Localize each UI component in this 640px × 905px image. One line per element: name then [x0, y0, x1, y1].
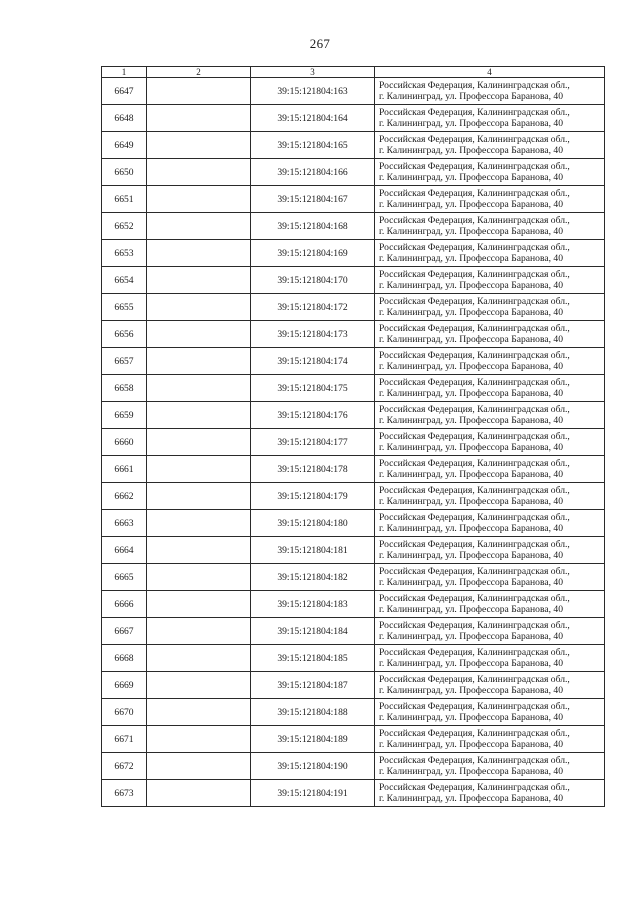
address-line-1: Российская Федерация, Калининградская обл., — [379, 404, 570, 415]
address-line-1: Российская Федерация, Калининградская обл., — [379, 215, 570, 226]
address-line-1: Российская Федерация, Калининградская обл., — [379, 674, 570, 685]
cadastral-number: 39:15:121804:187 — [251, 672, 375, 699]
row-number: 6673 — [102, 780, 147, 807]
cadastral-number: 39:15:121804:174 — [251, 348, 375, 375]
address-line-1: Российская Федерация, Калининградская обл., — [379, 620, 570, 631]
header-row — [102, 67, 605, 78]
cadastral-number: 39:15:121804:191 — [251, 780, 375, 807]
address-line-1: Российская Федерация, Калининградская обл., — [379, 755, 570, 766]
address-cell — [375, 753, 605, 780]
column-2-cell — [147, 429, 251, 456]
row-number: 6648 — [102, 105, 147, 132]
row-number: 6649 — [102, 132, 147, 159]
column-2-cell — [147, 348, 251, 375]
table-row — [102, 186, 605, 213]
address-cell — [375, 321, 605, 348]
row-number: 6671 — [102, 726, 147, 753]
row-number: 6669 — [102, 672, 147, 699]
address-line-2: г. Калининград, ул. Профессора Баранова, 40 — [379, 523, 564, 534]
column-header-1: 1 — [102, 67, 147, 78]
row-number: 6663 — [102, 510, 147, 537]
address-line-1: Российская Федерация, Калининградская обл., — [379, 323, 570, 334]
address-line-2: г. Калининград, ул. Профессора Баранова, 40 — [379, 118, 564, 129]
table-row — [102, 348, 605, 375]
address-line-1: Российская Федерация, Калининградская обл., — [379, 188, 570, 199]
address-line-2: г. Калининград, ул. Профессора Баранова, 40 — [379, 604, 564, 615]
address-line-2: г. Калининград, ул. Профессора Баранова, 40 — [379, 577, 564, 588]
column-header-4: 4 — [375, 67, 605, 78]
cadastral-number: 39:15:121804:163 — [251, 78, 375, 105]
address-line-2: г. Калининград, ул. Профессора Баранова, 40 — [379, 226, 564, 237]
address-cell — [375, 672, 605, 699]
column-2-cell — [147, 402, 251, 429]
row-number: 6660 — [102, 429, 147, 456]
address-line-2: г. Калининград, ул. Профессора Баранова, 40 — [379, 145, 564, 156]
address-cell — [375, 213, 605, 240]
address-line-2: г. Калининград, ул. Профессора Баранова, 40 — [379, 253, 564, 264]
address-line-2: г. Калининград, ул. Профессора Баранова, 40 — [379, 658, 564, 669]
table-row — [102, 645, 605, 672]
address-cell — [375, 348, 605, 375]
address-line-1: Российская Федерация, Калининградская обл., — [379, 161, 570, 172]
address-cell — [375, 429, 605, 456]
address-cell — [375, 267, 605, 294]
address-cell — [375, 618, 605, 645]
column-2-cell — [147, 618, 251, 645]
cadastral-number: 39:15:121804:180 — [251, 510, 375, 537]
column-2-cell — [147, 375, 251, 402]
table-row — [102, 375, 605, 402]
address-line-2: г. Калининград, ул. Профессора Баранова, 40 — [379, 550, 564, 561]
table-row — [102, 456, 605, 483]
address-line-1: Российская Федерация, Калининградская обл., — [379, 512, 570, 523]
address-line-1: Российская Федерация, Калининградская обл., — [379, 80, 570, 91]
column-2-cell — [147, 78, 251, 105]
row-number: 6672 — [102, 753, 147, 780]
cadastral-number: 39:15:121804:189 — [251, 726, 375, 753]
cadastral-number: 39:15:121804:173 — [251, 321, 375, 348]
address-cell — [375, 645, 605, 672]
address-line-1: Российская Федерация, Калининградская обл., — [379, 134, 570, 145]
cadastral-number: 39:15:121804:183 — [251, 591, 375, 618]
address-cell — [375, 105, 605, 132]
column-2-cell — [147, 321, 251, 348]
column-header-3: 3 — [251, 67, 375, 78]
row-number: 6653 — [102, 240, 147, 267]
cadastral-number: 39:15:121804:176 — [251, 402, 375, 429]
row-number: 6665 — [102, 564, 147, 591]
address-line-1: Российская Федерация, Калининградская обл., — [379, 431, 570, 442]
address-cell — [375, 726, 605, 753]
address-line-2: г. Калининград, ул. Профессора Баранова, 40 — [379, 469, 564, 480]
table-row — [102, 159, 605, 186]
address-line-1: Российская Федерация, Калининградская обл., — [379, 701, 570, 712]
table-row — [102, 294, 605, 321]
address-line-1: Российская Федерация, Калининградская обл., — [379, 647, 570, 658]
table-row — [102, 213, 605, 240]
address-cell — [375, 537, 605, 564]
address-line-1: Российская Федерация, Калининградская обл., — [379, 269, 570, 280]
cadastral-number: 39:15:121804:190 — [251, 753, 375, 780]
column-2-cell — [147, 537, 251, 564]
page-number: 267 — [309, 36, 331, 51]
address-line-2: г. Калининград, ул. Профессора Баранова, 40 — [379, 685, 564, 696]
address-line-1: Российская Федерация, Калининградская обл., — [379, 296, 570, 307]
table-row — [102, 699, 605, 726]
column-2-cell — [147, 483, 251, 510]
table-row — [102, 429, 605, 456]
table-row — [102, 105, 605, 132]
cadastral-number: 39:15:121804:188 — [251, 699, 375, 726]
column-2-cell — [147, 213, 251, 240]
column-2-cell — [147, 510, 251, 537]
table-row — [102, 321, 605, 348]
address-line-2: г. Калининград, ул. Профессора Баранова, 40 — [379, 361, 564, 372]
column-2-cell — [147, 753, 251, 780]
row-number: 6661 — [102, 456, 147, 483]
address-cell — [375, 132, 605, 159]
address-line-1: Российская Федерация, Калининградская обл., — [379, 377, 570, 388]
row-number: 6664 — [102, 537, 147, 564]
cadastral-number: 39:15:121804:185 — [251, 645, 375, 672]
address-line-1: Российская Федерация, Калининградская обл., — [379, 539, 570, 550]
address-cell — [375, 456, 605, 483]
cadastral-number: 39:15:121804:165 — [251, 132, 375, 159]
address-line-1: Российская Федерация, Калининградская обл., — [379, 350, 570, 361]
table-row — [102, 753, 605, 780]
address-line-2: г. Калининград, ул. Профессора Баранова, 40 — [379, 631, 564, 642]
address-line-2: г. Калининград, ул. Профессора Баранова, 40 — [379, 415, 564, 426]
row-number: 6666 — [102, 591, 147, 618]
table-row — [102, 672, 605, 699]
column-2-cell — [147, 645, 251, 672]
table-row — [102, 591, 605, 618]
address-line-2: г. Калининград, ул. Профессора Баранова, 40 — [379, 496, 564, 507]
column-2-cell — [147, 564, 251, 591]
address-line-1: Российская Федерация, Калининградская обл., — [379, 593, 570, 604]
row-number: 6667 — [102, 618, 147, 645]
table-body — [102, 78, 605, 807]
table-row — [102, 510, 605, 537]
address-cell — [375, 564, 605, 591]
row-number: 6651 — [102, 186, 147, 213]
cadastral-number: 39:15:121804:179 — [251, 483, 375, 510]
address-cell — [375, 375, 605, 402]
row-number: 6658 — [102, 375, 147, 402]
column-2-cell — [147, 132, 251, 159]
address-line-2: г. Калининград, ул. Профессора Баранова, 40 — [379, 199, 564, 210]
column-2-cell — [147, 672, 251, 699]
address-cell — [375, 483, 605, 510]
address-line-1: Российская Федерация, Калининградская обл., — [379, 107, 570, 118]
row-number: 6652 — [102, 213, 147, 240]
table-row — [102, 483, 605, 510]
address-line-1: Российская Федерация, Калининградская обл., — [379, 485, 570, 496]
row-number: 6670 — [102, 699, 147, 726]
row-number: 6659 — [102, 402, 147, 429]
cadastral-number: 39:15:121804:182 — [251, 564, 375, 591]
address-line-1: Российская Федерация, Калининградская обл., — [379, 782, 570, 793]
table-row — [102, 564, 605, 591]
address-cell — [375, 186, 605, 213]
address-cell — [375, 780, 605, 807]
row-number: 6655 — [102, 294, 147, 321]
column-header-2: 2 — [147, 67, 251, 78]
address-line-2: г. Калининград, ул. Профессора Баранова, 40 — [379, 793, 564, 804]
column-2-cell — [147, 267, 251, 294]
column-2-cell — [147, 105, 251, 132]
cadastral-number: 39:15:121804:168 — [251, 213, 375, 240]
cadastral-number: 39:15:121804:166 — [251, 159, 375, 186]
address-line-1: Российская Федерация, Калининградская обл., — [379, 458, 570, 469]
table-row — [102, 618, 605, 645]
address-cell — [375, 402, 605, 429]
row-number: 6657 — [102, 348, 147, 375]
table-row — [102, 780, 605, 807]
address-cell — [375, 699, 605, 726]
address-line-2: г. Калининград, ул. Профессора Баранова, 40 — [379, 739, 564, 750]
column-2-cell — [147, 726, 251, 753]
column-2-cell — [147, 159, 251, 186]
column-2-cell — [147, 591, 251, 618]
row-number: 6662 — [102, 483, 147, 510]
cadastral-number: 39:15:121804:177 — [251, 429, 375, 456]
address-cell — [375, 510, 605, 537]
cadastral-number: 39:15:121804:172 — [251, 294, 375, 321]
address-line-2: г. Калининград, ул. Профессора Баранова, 40 — [379, 334, 564, 345]
cadastral-number: 39:15:121804:184 — [251, 618, 375, 645]
address-line-2: г. Калининград, ул. Профессора Баранова, 40 — [379, 712, 564, 723]
address-line-1: Российская Федерация, Калининградская обл., — [379, 566, 570, 577]
address-line-1: Российская Федерация, Калининградская обл., — [379, 728, 570, 739]
table-row — [102, 537, 605, 564]
table-row — [102, 402, 605, 429]
row-number: 6668 — [102, 645, 147, 672]
column-2-cell — [147, 699, 251, 726]
table-header — [102, 67, 605, 78]
address-cell — [375, 159, 605, 186]
column-2-cell — [147, 240, 251, 267]
address-cell — [375, 240, 605, 267]
row-number: 6647 — [102, 78, 147, 105]
column-2-cell — [147, 780, 251, 807]
table-row — [102, 132, 605, 159]
cadastral-number: 39:15:121804:167 — [251, 186, 375, 213]
address-line-2: г. Калининград, ул. Профессора Баранова, 40 — [379, 442, 564, 453]
cadastral-number: 39:15:121804:169 — [251, 240, 375, 267]
table-row — [102, 240, 605, 267]
address-line-2: г. Калининград, ул. Профессора Баранова, 40 — [379, 307, 564, 318]
cadastral-number: 39:15:121804:164 — [251, 105, 375, 132]
table-row — [102, 726, 605, 753]
address-cell — [375, 294, 605, 321]
registry-table — [101, 66, 605, 807]
column-2-cell — [147, 456, 251, 483]
cadastral-number: 39:15:121804:181 — [251, 537, 375, 564]
address-line-2: г. Калининград, ул. Профессора Баранова, 40 — [379, 766, 564, 777]
column-2-cell — [147, 294, 251, 321]
cadastral-number: 39:15:121804:175 — [251, 375, 375, 402]
address-line-2: г. Калининград, ул. Профессора Баранова, 40 — [379, 280, 564, 291]
address-line-2: г. Калининград, ул. Профессора Баранова, 40 — [379, 91, 564, 102]
address-cell — [375, 591, 605, 618]
column-2-cell — [147, 186, 251, 213]
table-row — [102, 267, 605, 294]
cadastral-number: 39:15:121804:178 — [251, 456, 375, 483]
row-number: 6650 — [102, 159, 147, 186]
cadastral-number: 39:15:121804:170 — [251, 267, 375, 294]
row-number: 6656 — [102, 321, 147, 348]
row-number: 6654 — [102, 267, 147, 294]
address-cell — [375, 78, 605, 105]
address-line-2: г. Калининград, ул. Профессора Баранова, 40 — [379, 388, 564, 399]
address-line-2: г. Калининград, ул. Профессора Баранова, 40 — [379, 172, 564, 183]
table-row — [102, 78, 605, 105]
address-line-1: Российская Федерация, Калининградская обл., — [379, 242, 570, 253]
